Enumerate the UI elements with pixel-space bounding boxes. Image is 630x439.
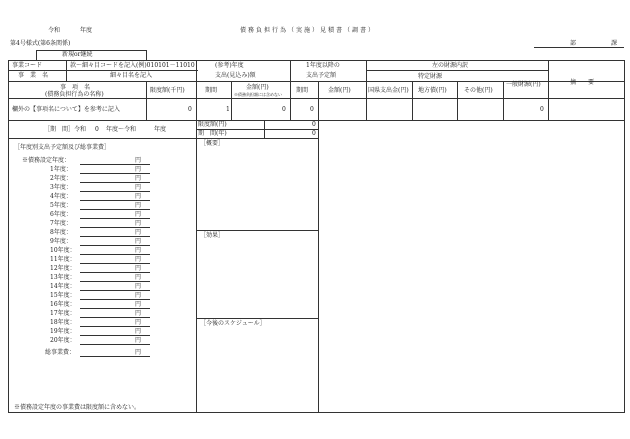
year-row-unit: 円 [135, 328, 142, 335]
year-row-line [80, 335, 150, 336]
year-row-label: 20年度： [50, 337, 76, 344]
amount2-value[interactable]: 0 [310, 106, 314, 113]
year-row-line [80, 191, 150, 192]
year-row-label: 13年度： [50, 274, 76, 281]
breakdown-label: 左の財源内訳 [432, 62, 469, 69]
year-row-line [80, 308, 150, 309]
year-row-unit: 円 [135, 166, 142, 173]
year-row-unit: 円 [135, 337, 142, 344]
year-row-unit: 円 [135, 247, 142, 254]
period-divider [231, 81, 232, 120]
year-row-label: 7年度： [50, 220, 72, 227]
year-row-label: 15年度： [50, 292, 76, 299]
year-row-line [80, 227, 150, 228]
year-row-unit: 円 [135, 265, 142, 272]
year-row-line [80, 245, 150, 246]
item-name-label-2: (債務負担行為の名称) [45, 91, 104, 98]
period-years-label: 期 間(年) [198, 130, 227, 137]
limit-value[interactable]: 0 [188, 106, 192, 113]
year-row-line [80, 317, 150, 318]
national-divider [412, 81, 413, 120]
overview-label: ［概要］ [200, 140, 225, 147]
year-row-unit: 円 [135, 238, 142, 245]
year-row-label: 1年度： [50, 166, 72, 173]
total-line [80, 356, 150, 357]
year-row-unit: 円 [135, 220, 142, 227]
breakdown-line [366, 70, 548, 71]
year-row-line [80, 200, 150, 201]
year-row-label: 17年度： [50, 310, 76, 317]
table-right-line [624, 60, 625, 412]
local-divider [457, 81, 458, 120]
effect-label: ［効果］ [200, 232, 225, 239]
period-from-value[interactable]: 0 [95, 126, 99, 133]
year-row-unit: 円 [135, 211, 142, 218]
year-row-line [80, 209, 150, 210]
dept-label: 部 [570, 40, 577, 47]
section-label: 課 [611, 40, 618, 47]
year-row-label: 3年度： [50, 184, 72, 191]
year-row-label: 2年度： [50, 175, 72, 182]
row-line-1 [8, 70, 198, 71]
year-row-label: 11年度： [50, 256, 76, 263]
period-mid-label: 年度～令和 [106, 126, 137, 133]
year-row-label: 9年度： [50, 238, 72, 245]
period-to-label: 年度 [154, 126, 167, 133]
ref-year-top: (参考)年度 [215, 62, 244, 69]
year-row-line [80, 290, 150, 291]
next-year-bottom: 支出予定額 [306, 72, 337, 79]
schedule-label: ［今後のスケジュール］ [200, 320, 266, 327]
general-label: 一般財源(円) [506, 81, 541, 88]
effect-bottom-line [196, 318, 318, 319]
first-year-line [80, 164, 150, 165]
period-label: 期間 [205, 87, 218, 94]
next-year-top: 1年度以降の [306, 62, 340, 69]
year-row-line [80, 182, 150, 183]
total-unit: 円 [135, 349, 142, 356]
new-box-left [36, 50, 37, 60]
year-row-line [80, 281, 150, 282]
year-row-label: 4年度： [50, 193, 72, 200]
first-year-label: ※債務設定年度： [22, 157, 71, 164]
general-divider [548, 60, 549, 120]
year-row-line [80, 173, 150, 174]
year-row-line [80, 326, 150, 327]
year-row-unit: 円 [135, 301, 142, 308]
amount-label: 金額(円) [246, 84, 269, 91]
total-label: 総事業費： [45, 349, 76, 356]
year-row-unit: 円 [135, 283, 142, 290]
table-top-line [8, 60, 625, 61]
year-row-unit: 円 [135, 229, 142, 236]
amount-note: ※債務負担額には含めない [234, 92, 282, 97]
year-row-label: 6年度： [50, 211, 72, 218]
table-left-line [8, 60, 9, 412]
first-year-unit: 円 [135, 157, 142, 164]
year-row-label: 10年度： [50, 247, 76, 254]
overview-bottom-line [196, 230, 318, 231]
footnote: ※債務設定年度の事業費は限度額に含めない。 [14, 404, 141, 411]
year-row-unit: 円 [135, 184, 142, 191]
year-row-label: 16年度： [50, 301, 76, 308]
data-row-bottom-line [8, 120, 625, 121]
year-row-label: 19年度： [50, 328, 76, 335]
header-bottom-line [8, 98, 625, 99]
year-row-line [80, 299, 150, 300]
year-row-label: 5年度： [50, 202, 72, 209]
summary-bottom-line [8, 138, 318, 139]
other-label: その他(円) [464, 87, 493, 94]
year-row-label: 14年度： [50, 283, 76, 290]
item-value[interactable]: 欄外の【事項名について】を参考に記入 [12, 106, 120, 113]
year-row-line [80, 272, 150, 273]
year-row-unit: 円 [135, 175, 142, 182]
period2-label: 期間 [296, 87, 309, 94]
year-row-unit: 円 [135, 292, 142, 299]
year-row-unit: 円 [135, 319, 142, 326]
form-number: 第4号様式(第6条関係) [10, 40, 71, 47]
year-row-unit: 円 [135, 202, 142, 209]
limit-summary-value[interactable]: 0 [312, 121, 316, 128]
code-divider [66, 60, 67, 81]
limit-summary-label: 限度額(円) [198, 121, 227, 128]
era-label: 令和 [48, 27, 61, 34]
ref-year-bottom: 支出(見込み)額 [215, 72, 256, 79]
local-bond-label: 地方債(円) [418, 87, 447, 94]
limit-divider-left [146, 81, 147, 120]
year-suffix-label: 年度 [80, 27, 93, 34]
table-bottom-line [8, 412, 625, 413]
general-value[interactable]: 0 [540, 106, 544, 113]
year-row-unit: 円 [135, 256, 142, 263]
special-label: 特定財源 [418, 73, 443, 80]
other-divider [503, 81, 504, 120]
period-value[interactable]: 1 [226, 106, 230, 113]
amount-value[interactable]: 0 [282, 106, 286, 113]
period2-divider [318, 81, 319, 412]
year-row-label: 8年度： [50, 229, 72, 236]
jigyo-name-label: 事 業 名 [18, 72, 49, 79]
year-row-line [80, 263, 150, 264]
year-row-unit: 円 [135, 310, 142, 317]
summary-mid-line [196, 129, 318, 130]
year-row-line [80, 218, 150, 219]
page-title: 債務負担行為（実施）見積書（調書） [240, 27, 377, 34]
national-label: 国県支出金(円) [368, 87, 409, 94]
year-row-line [80, 254, 150, 255]
year-row-unit: 円 [135, 193, 142, 200]
jigyo-code-label: 事業コード [12, 62, 43, 69]
year-row-unit: 円 [135, 274, 142, 281]
year-row-line [80, 236, 150, 237]
item-name-label-1: 事 項 名 [60, 84, 91, 91]
period-years-value[interactable]: 0 [312, 130, 316, 137]
breakdown-divider [366, 60, 367, 120]
new-box-right [146, 50, 147, 60]
limit-label: 限度額(千円) [150, 87, 185, 94]
year-row-line [80, 344, 150, 345]
period-summary-label: ［期 間］令和 [44, 126, 87, 133]
ref-divider [290, 60, 291, 120]
year-row-label: 12年度： [50, 265, 76, 272]
yearly-heading: ［年度別支出予定額及び総事業費］ [14, 144, 111, 151]
amount2-label: 金額(円) [328, 87, 351, 94]
remarks-label: 摘 要 [570, 79, 595, 86]
year-row-label: 18年度： [50, 319, 76, 326]
summary-divider [264, 120, 265, 138]
new-or-continue-label: 新規or継続 [62, 51, 93, 58]
jigyo-code-value: 款～細々目コードを記入(例)010101－11010 [70, 62, 195, 69]
jigyo-name-value: 細々目名を記入 [110, 72, 153, 79]
main-divider [196, 60, 197, 412]
dept-underline [534, 47, 624, 48]
